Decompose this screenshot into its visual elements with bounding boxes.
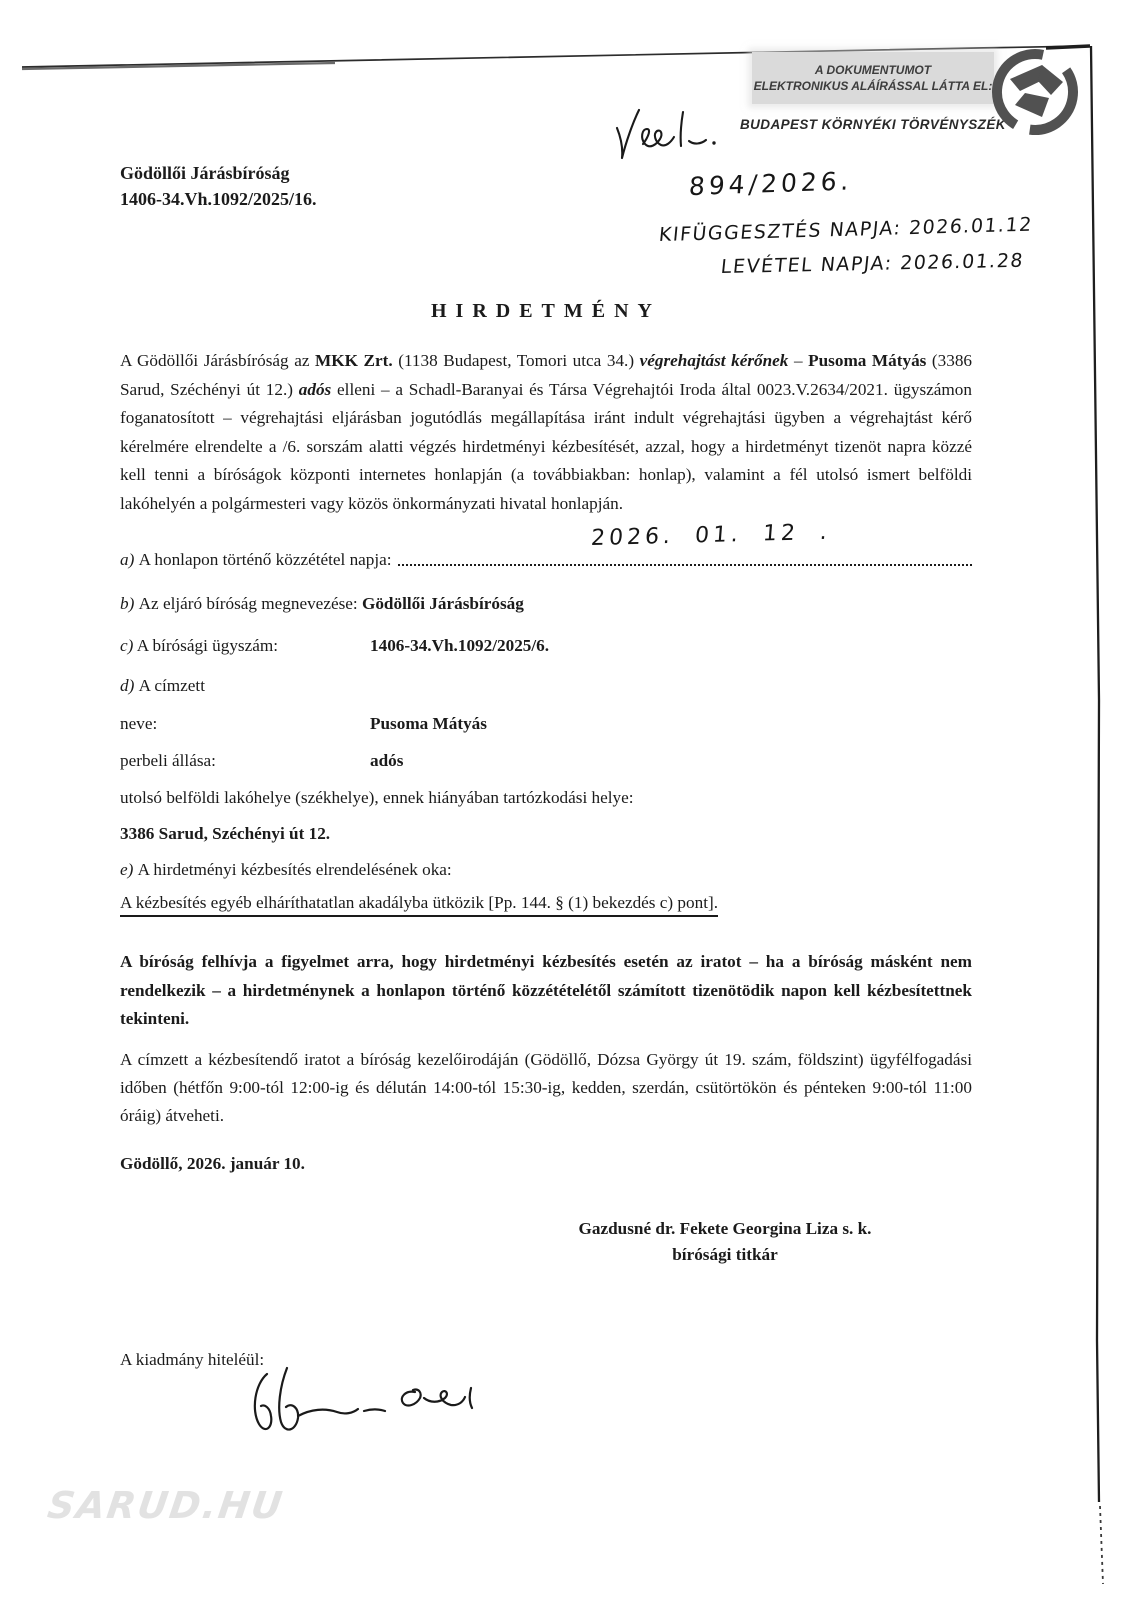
item-c-label-group	[120, 636, 370, 656]
issuing-court-header	[120, 160, 317, 212]
place-and-date-line: Gödöllő, 2026. január 10.	[120, 1154, 305, 1173]
role-label: perbeli állása:	[120, 751, 216, 770]
legal-notice-paragraph: A bíróság felhívja a figyelmet arra, hogy hirdetményi kézbesítés esetén az iratot – ha a bíróság másként nem rendelkezik – a hirdetménynek a honlapon történő közzétételétől számított tizenötödik napon kell kézbesítettnek tekinteni.	[120, 952, 972, 1028]
item-d-row	[120, 676, 972, 696]
debtor-name: Pusoma Mátyás	[808, 351, 927, 370]
intro-run: (1138 Budapest, Tomori utca 34.)	[392, 351, 640, 370]
name-value: Pusoma Mátyás	[370, 714, 487, 733]
signer-title: bírósági titkár	[672, 1245, 778, 1264]
item-c-row	[120, 636, 972, 656]
debtor-role: adós	[298, 379, 332, 399]
handwritten-registry-number: 894/2026.	[687, 166, 854, 202]
reviewing-court-name: BUDAPEST KÖRNYÉKI TÖRVÉNYSZÉK	[740, 117, 1006, 132]
stamp-line2: ELEKTRONIKUS ALÁÍRÁSSAL LÁTTA EL:	[753, 79, 993, 93]
handwritten-removal-date: LEVÉTEL NAPJA: 2026.01.28	[719, 249, 1026, 279]
role-value: adós	[370, 751, 404, 770]
intro-run: –	[788, 351, 809, 370]
signer-block	[470, 1216, 980, 1268]
item-e-label: e)	[120, 860, 134, 879]
item-d-text: A címzett	[134, 676, 205, 695]
item-b-text: Az eljáró bíróság megnevezése:	[134, 594, 362, 613]
clerk-signature	[243, 1358, 493, 1443]
addressee-name-row	[120, 714, 972, 734]
intro-paragraph	[120, 347, 972, 518]
pickup-info-paragraph: A címzett a kézbesítendő iratot a bíróság kezelőirodáján (Gödöllő, Dózsa György út 19. szám, földszint) ügyfélfogadási időben (hétfőn 9:00-tól 12:00-ig és délután 14:00-tól 15:30-ig, kedden, szerdán, csütörtökön és pénteken 9:00-tól 11:00 óráig) átveheti.	[120, 1050, 972, 1125]
item-c-text: A bírósági ügyszám:	[133, 636, 279, 655]
intro-run: A Gödöllői Járásbíróság az	[120, 351, 316, 370]
item-a-text: A honlapon történő közzététel napja:	[134, 550, 392, 569]
item-d-label: d)	[120, 676, 135, 695]
item-b-row	[120, 594, 972, 614]
intro-run: elleni – a Schadl-Baranyai és Társa Végrehajtói Iroda által 0023.V.2634/2021. ügyszámon foganatosított – végrehajtási eljárásban jogutódlás megállapítása iránt indult végrehajtási ügyben a végrehajtást kérő kérelmére elrendelte a /6. sorszám alatti végzés hirdetményi kézbesítését, azzal, hogy a hirdetményt tizenöt napra közzé kell tenni a bíróságok központi internetes honlapján (a továbbiakban: honlap), valamint a fél utolsó ismert belföldi lakóhelyén a polgármesteri vagy közös önkormányzati hivatal honlapján.	[120, 379, 972, 513]
creditor-role: végrehajtást kérőnek	[639, 351, 789, 370]
issuing-court-name: Gödöllői Járásbíróság	[120, 163, 290, 183]
delivery-reason-underlined: A kézbesítés egyéb elháríthatatlan akadályba ütközik [Pp. 144. § (1) bekezdés c) pont].	[120, 893, 718, 917]
handwritten-posting-date: KIFÜGGESZTÉS NAPJA: 2026.01.12	[657, 213, 1034, 247]
handwritten-publication-date: 2026. 01. 12 .	[590, 519, 832, 552]
clerk-initials-signature	[610, 98, 745, 178]
residence-label: utolsó belföldi lakóhelye (székhelye), ennek hiányában tartózkodási helye:	[120, 788, 634, 807]
case-number: 1406-34.Vh.1092/2025/16.	[120, 189, 317, 209]
item-a-row	[120, 550, 972, 570]
signer-name: Gazdusné dr. Fekete Georgina Liza s. k.	[578, 1219, 872, 1238]
item-a-label: a)	[120, 550, 135, 569]
residence-label-row	[120, 788, 972, 808]
item-c-label: c)	[120, 636, 134, 655]
name-label: neve:	[120, 714, 158, 733]
item-e-text: A hirdetményi kézbesítés elrendelésének oka:	[133, 860, 452, 879]
item-b-label: b)	[120, 594, 135, 613]
attestation-label: A kiadmány hiteléül:	[120, 1350, 265, 1369]
address-value: 3386 Sarud, Széchényi út 12.	[120, 824, 331, 843]
stamp-line1: A DOKUMENTUMOT	[814, 63, 932, 77]
item-e-row	[120, 860, 972, 880]
court-emblem-icon	[985, 42, 1085, 142]
electronic-signature-stamp	[752, 52, 994, 104]
creditor-name: MKK Zrt.	[315, 351, 393, 370]
intro-run: (3386 Sarud, Széchényi út 12.)	[120, 351, 973, 399]
address-row	[120, 824, 972, 844]
site-watermark: SARUD.HU	[44, 1484, 287, 1527]
dotted-leader	[398, 564, 972, 566]
addressee-role-row	[120, 751, 972, 771]
document-title: HIRDETMÉNY	[430, 300, 661, 322]
item-c-value: 1406-34.Vh.1092/2025/6.	[370, 636, 550, 655]
item-b-value: Gödöllői Járásbíróság	[361, 594, 524, 613]
